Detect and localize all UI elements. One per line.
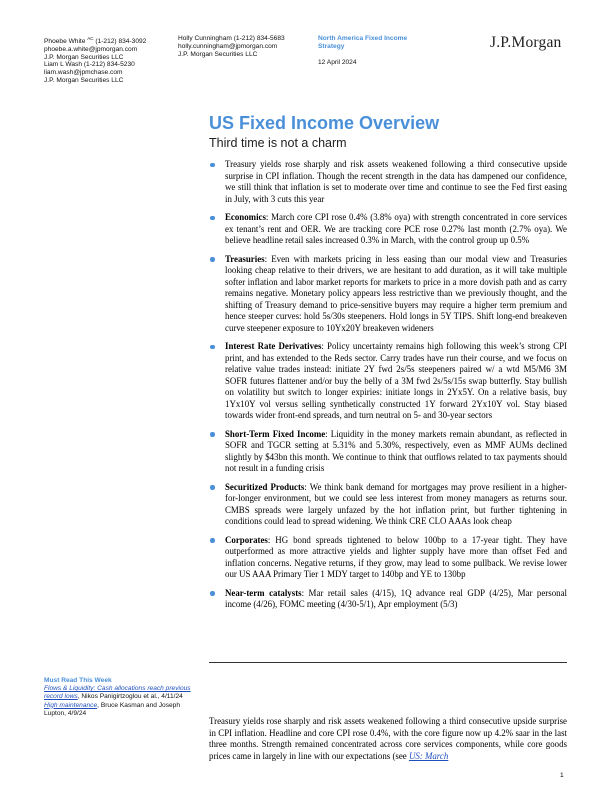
- department-name: North America Fixed Income: [318, 35, 408, 42]
- section-divider: [209, 662, 567, 663]
- bullet-label: Corporates: [225, 534, 268, 545]
- bullet-item-catalysts: [209, 588, 567, 611]
- must-read-header: Must Read This Week: [44, 677, 112, 684]
- page-number: 1: [560, 772, 564, 779]
- author-name: Liam L Wash: [44, 61, 82, 68]
- bullet-text: Treasury yields rose sharply and risk assets weakened following a third consecutive upside surprise in CPI inflation. Though the recent strength in the data has dampened our confidence, we still think that inflation is set to moderate over time and continue to see the Fed first easing in July, with 3 cuts this year: [225, 159, 567, 204]
- bullet-label: Treasuries: [225, 253, 265, 264]
- author-email[interactable]: phoebe.a.white@jpmorgan.com: [44, 46, 138, 54]
- author-name-line: [44, 35, 146, 46]
- bullet-text: : Even with markets pricing in less easing than our modal view and Treasuries looking cheap relative to their drivers, we are hesitant to add duration, as it will take multiple softer inflation and labor market reports for markets to price in a more dovish path and as carry remains negative. Monetary policy appears less restrictive than we previously thought, and the shifting of Treasury demand to price-sensitive buyers may require a higher term premium and hence steeper curves: hold 5s/30s steepeners. Hold longs in 5Y TIPS. Shift long-end breakeven curve steepener exposure to 10Yx20Y breakeven wideners: [225, 253, 567, 333]
- author-email[interactable]: holly.cunningham@jpmorgan.com: [178, 43, 278, 51]
- page-subtitle: Third time is not a charm: [209, 136, 347, 150]
- bullet-dot-icon: [210, 432, 215, 437]
- must-read-link[interactable]: Flows & Liquidity: Cash allocations reach previous record lows: [44, 685, 191, 701]
- body-link[interactable]: US: March: [408, 750, 449, 761]
- author-block-3: [178, 35, 285, 59]
- author-phone: (1-212) 834-5230: [83, 61, 135, 68]
- bullet-label: Short-Term Fixed Income: [225, 428, 326, 439]
- bullet-dot-icon: [210, 163, 215, 168]
- bullet-label: Interest Rate Derivatives: [225, 341, 322, 351]
- must-read-sidebar: [44, 677, 192, 718]
- bullet-item-short-term: [209, 429, 567, 475]
- department-block: [318, 35, 407, 67]
- bullet-dot-icon: [210, 257, 215, 262]
- page-title: US Fixed Income Overview: [209, 113, 440, 133]
- author-phone: (1-212) 834-5683: [233, 35, 285, 42]
- bullet-item-treasuries: [209, 254, 567, 335]
- bullet-text: : HG bond spreads tightened to below 100bp to a 17-year tight. They have outperformed as more attractive yields and lighter supply have more than offset Fed and inflation concerns. Negative returns, if they grow, may lead to some pullback. We revise lower our US AAA Primary Tier 1 MDY target to 140bp and YE to 130bp: [225, 534, 567, 579]
- bullet-item-economics: [209, 212, 567, 247]
- must-read-byline: , Nikos Panigirtzoglou et al., 4/11/24: [77, 693, 183, 701]
- bullet-item-summary: [209, 159, 567, 205]
- author-sup: AC: [87, 36, 94, 41]
- bullet-text: : Policy uncertainty remains high following this week’s strong CPI print, and has extended to the Reds sector. Carry trades have run their course, and we focus on relative value trades instead: initiate 2Y fwd 2s/5s steepeners paired w/ a wtd M5/M6 3M SOFR futures flattener and/or buy the belly of a 3M fwd 2s/5s/15s swap butterfly. Stay bullish on volatility but switch to longer expiries: initiate longs in 2Yx5Y. On a relative basis, buy 1Yx10Y vol versus selling synthetically constructed 1Y forward 2Yx10Y vol. Stay biased towards wider front-end spreads, and turn neutral on 5- and 30-year sectors: [225, 341, 567, 420]
- bullet-text: : March core CPI rose 0.4% (3.8% oya) with strength concentrated in core services ex tenant’s rent and OER. We are tracking core PCE rose 0.27% last month (2.7% oya). We believe headline retail sales increased 0.3% in March, with the control group up 0.5%: [225, 212, 567, 245]
- author-name-line: [178, 35, 285, 43]
- bullet-item-derivatives: [209, 341, 567, 422]
- author-name: Phoebe White: [44, 38, 86, 46]
- department-name-cont: Strategy: [318, 43, 345, 51]
- bullet-dot-icon: [210, 538, 215, 543]
- bullet-dot-icon: [210, 216, 215, 221]
- bullet-label: Securitized Products: [225, 481, 305, 492]
- bullet-text: : Mar retail sales (4/15), 1Q advance real GDP (4/25), Mar personal income (4/26), FOMC meeting (4/30-5/1), Apr employment (5/3): [225, 587, 567, 609]
- summary-bullet-list: [209, 159, 567, 611]
- bullet-dot-icon: [210, 345, 215, 350]
- author-name: Holly Cunningham: [178, 35, 232, 42]
- author-firm: J.P. Morgan Securities LLC: [44, 77, 124, 85]
- author-firm: J.P. Morgan Securities LLC: [178, 51, 258, 59]
- author-firm: J.P. Morgan Securities LLC: [44, 54, 124, 62]
- report-date: 12 April 2024: [318, 59, 357, 67]
- bullet-item-securitized: [209, 482, 567, 528]
- must-read-byline: , Bruce Kasman and Joseph Lupton, 4/9/24: [44, 701, 180, 717]
- body-paragraph: [209, 716, 567, 762]
- author-email[interactable]: liam.wash@jpmchase.com: [44, 69, 123, 77]
- bullet-item-corporates: [209, 535, 567, 581]
- must-read-item: [44, 702, 192, 718]
- bullet-dot-icon: [210, 485, 215, 490]
- author-phone: (1-212) 834-3092: [95, 38, 147, 46]
- jpmorgan-logo: J.P.Morgan: [490, 34, 562, 51]
- bullet-text: : We think bank demand for mortgages may prove resilient in a higher-for-longer environment, but we could see less interest from money managers as returns sour. CMBS spreads were largely unfazed by the hot inflation print, but further tightening in conditions could lead to spread widening. We think CRE CLO AAAs look cheap: [225, 481, 568, 526]
- bullet-label: Economics: [225, 212, 266, 222]
- must-read-item: [44, 685, 192, 701]
- bullet-label: Near-term catalysts: [225, 587, 302, 598]
- author-name-line: [44, 61, 135, 69]
- must-read-link[interactable]: High maintenance: [44, 701, 98, 709]
- author-block-2: [44, 61, 135, 85]
- body-text: Treasury yields rose sharply and risk assets weakened following a third consecutive upside surprise in CPI inflation. Headline and core CPI rose 0.4%, with the core figure now up 4.2% saar in the last three months. Strength remained concentrated across core services components, while core goods prices came in largely in line with our expectations (see: [209, 716, 567, 761]
- bullet-text: : Liquidity in the money markets remain abundant, as reflected in SOFR and TGCR setting at 5.31% and 5.30%, respectively, even as MMF AUMs declined slightly by $43bn this month. We continue to think that outflows related to tax payments should not result in a funding crisis: [225, 428, 567, 473]
- author-block-1: [44, 35, 146, 62]
- bullet-dot-icon: [210, 591, 215, 596]
